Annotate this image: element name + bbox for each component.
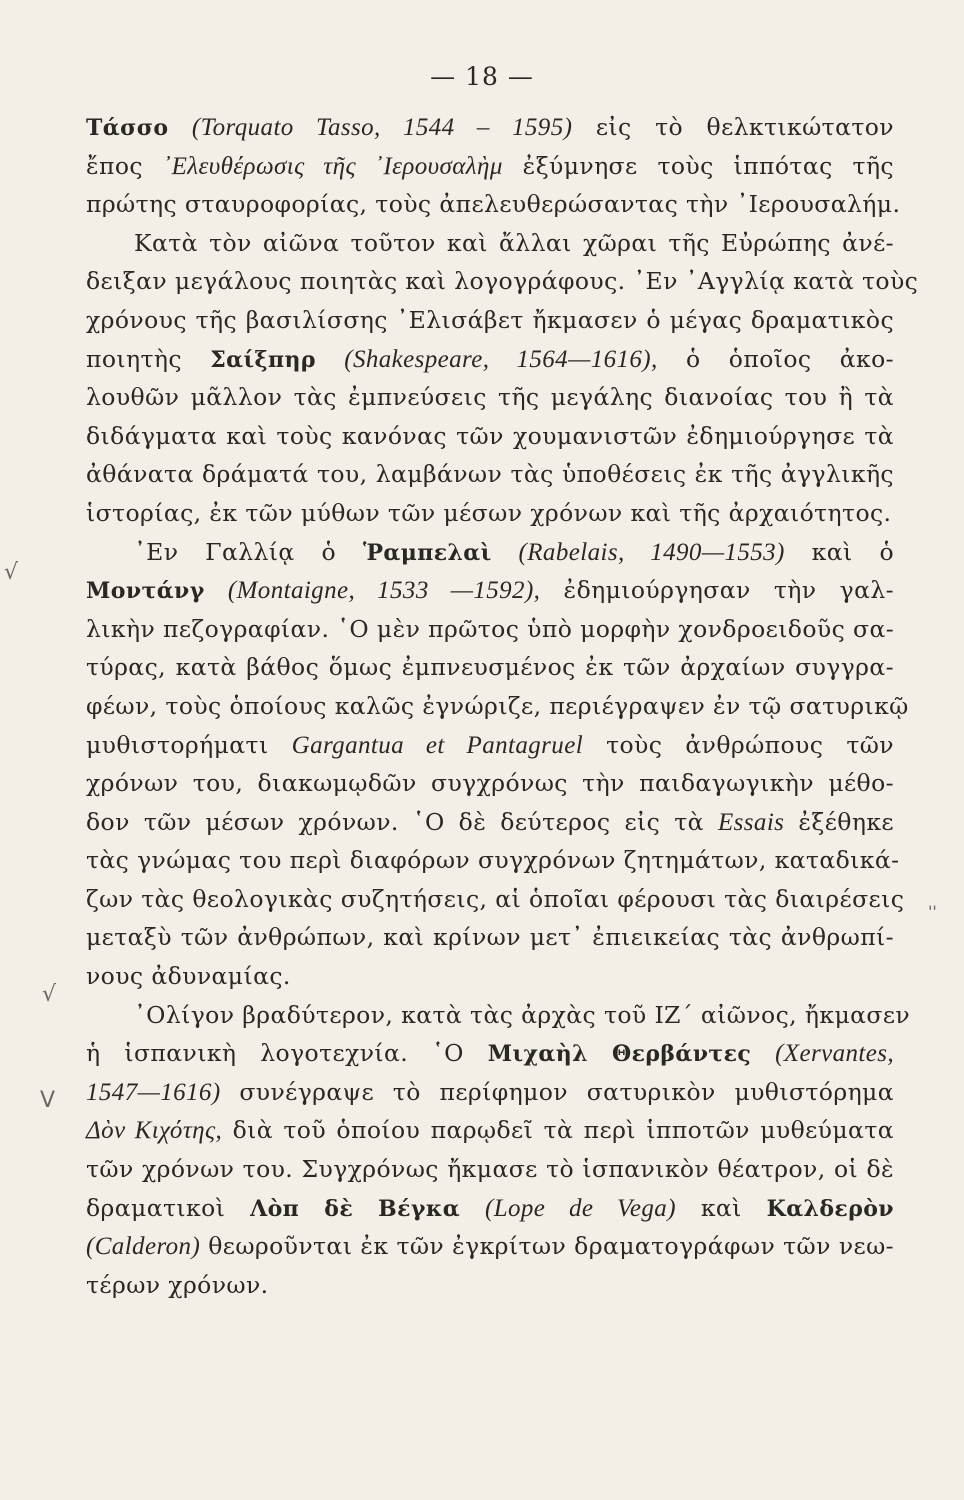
margin-quote-mark: '' [928,902,937,921]
italic-text: 1547—1616) [86,1078,221,1106]
italic-text: (Calderon) [86,1233,201,1261]
italic-text: (Torquato Tasso, 1544 – 1595) [191,114,573,141]
text-line [86,841,900,880]
margin-check-mark: √ [4,560,19,585]
text-span: πρώτης σταυροφορίας, τοὺς ἀπελευθερώσαντας τὴν ᾿Ιερουσαλήμ. [86,190,901,219]
italic-text: (Rabelais, 1490—1553) [518,538,785,566]
text-span: διδάγματα καὶ τοὺς κανόνας τῶν χουμανιστῶν ἐδημιούργησε τὰ [86,421,894,450]
text-span: καὶ ὁ [784,537,894,566]
text-line [86,918,894,957]
author-name: Σαίξπηρ [210,346,316,373]
text-span: ᾿Ολίγον βραδύτερον, κατὰ τὰς ἀρχὰς τοῦ ΙΖ´ αἰῶνος, ἤκμασεν [134,1000,911,1029]
text-span: δον τῶν μέσων χρόνων. ῾Ο δὲ δεύτερος εἰς τὰ [86,807,718,836]
italic-text: (Xervantes, [775,1040,895,1068]
text-span: συνέγραψε τὸ περίφημον σατυρικὸν μυθιστόρημα [220,1077,894,1106]
text-line [86,687,909,726]
text-span [205,576,228,604]
text-line [86,340,894,379]
text-line [86,764,894,803]
text-line [86,803,894,842]
italic-text: (Montaigne, 1533 —1592), [227,577,541,605]
text-line [86,1034,894,1073]
text-line [86,185,901,224]
text-span: τὰς γνώμας του περὶ διαφόρων συγχρόνων ζητημάτων, καταδικά- [86,846,900,875]
text-span [316,345,344,373]
text-line [86,378,894,417]
text-line [86,571,894,610]
text-span: ὁ ὁποῖος ἀκο- [657,344,894,373]
text-line [86,610,894,649]
text-span [751,1039,775,1067]
text-line [86,1111,894,1150]
text-span: λουθῶν μᾶλλον τὰς ἐμπνεύσεις τῆς μεγάλης διανοίας του ἢ τὰ [86,383,894,412]
text-line [86,262,919,301]
text-span: ἱστορίας, ἐκ τῶν μύθων τῶν μέσων χρόνων καὶ τῆς ἀρχαιότητος. [86,498,892,527]
text-span: ἐξύμνησε τοὺς ἱππότας τῆς [502,151,894,180]
text-span: χρόνων του, διακωμῳδῶν συγχρόνως τὴν παιδαγωγικὴν μέθο- [86,769,894,798]
text-span: τέρων χρόνων. [86,1270,269,1299]
text-line [86,996,911,1035]
text-span: ἡ ἱσπανικὴ λογοτεχνία. ῾Ο [86,1039,488,1068]
text-span: δραματικοὶ [86,1193,251,1222]
text-span [492,538,519,566]
text-span [168,113,192,141]
text-span: τύρας, κατὰ βάθος ὅμως ἐμπνευσμένος ἐκ τῶν ἀρχαίων συγγρα- [86,653,894,682]
text-line [86,147,894,186]
italic-text: (Lope de Vega) [484,1194,676,1222]
text-line [86,533,894,572]
text-span: δειξαν μεγάλους ποιητὰς καὶ λογογράφους. ᾿Εν ᾿Αγγλίᾳ κατὰ τοὺς [86,267,919,296]
text-span: ποιητὴς [86,344,211,373]
text-line [86,648,894,687]
margin-check-mark: V [40,1088,56,1113]
text-span: τοὺς ἀνθρώπους τῶν [583,730,894,759]
text-line [86,957,894,996]
italic-text: (Shakespeare, 1564—1616), [344,345,658,373]
text-span: λικὴν πεζογραφίαν. ῾Ο μὲν πρῶτος ὑπὸ μορφὴν χονδροειδοῦς σα- [86,614,895,643]
italic-text: Δὸν Κιχότης, [86,1117,223,1145]
text-span: ἐξέθηκε [784,807,894,836]
text-line [86,1150,894,1189]
text-line [86,1266,894,1305]
text-span: χρόνους τῆς βασιλίσσης ᾿Ελισάβετ ἤκμασεν ὁ μέγας δραματικὸς [86,305,894,334]
author-name: Μοντάνγ [86,578,205,605]
text-line [86,455,894,494]
text-line [86,301,894,340]
body-text [86,108,919,1304]
text-line [86,494,894,533]
text-line [86,1073,894,1112]
text-span: ζων τὰς θεολογικὰς συζητήσεις, αἱ ὁποῖαι φέρουσι τὰς διαιρέσεις [86,884,905,913]
author-name: Ῥαμπελαὶ [362,539,492,566]
text-span: εἰς τὸ θελκτικώτατον [572,113,894,141]
text-span: ἐδημιούργησαν τὴν γαλ- [540,576,895,605]
text-span: Κατὰ τὸν αἰῶνα τοῦτον καὶ ἄλλαι χῶραι τῆς Εὐρώπης ἀνέ- [134,228,894,257]
text-span: ἔπος [86,151,163,180]
text-line [86,108,894,147]
text-span: νους ἀδυναμίας. [86,962,291,991]
text-span: μεταξὺ τῶν ἀνθρώπων, καὶ κρίνων μετ᾿ ἐπιεικείας τὰς ἀνθρωπί- [86,923,894,952]
italic-text: Gargantua et Pantagruel [291,731,584,759]
text-line [86,726,894,765]
text-line [86,417,894,456]
text-span: φέων, τοὺς ὁποίους καλῶς ἐγνώριζε, περιέγραψεν ἐν τῷ σατυρικῷ [86,691,909,720]
author-name: Τάσσο [86,115,169,141]
text-span: διὰ τοῦ ὁποίου παρῳδεῖ τὰ περὶ ἱπποτῶν μυθεύματα [222,1116,894,1145]
text-line [86,1227,894,1266]
text-span: τῶν χρόνων του. Συγχρόνως ἤκμασε τὸ ἱσπανικὸν θέατρον, οἱ δὲ [86,1155,894,1184]
text-line [86,880,905,919]
text-line [86,1189,894,1228]
author-name: Μιχαὴλ Θερβάντες [487,1041,752,1068]
italic-text: ᾿Ελευθέρωσις τῆς ᾿Ιερουσαλὴμ [162,152,503,180]
text-span: ἀθάνατα δράματά του, λαμβάνων τὰς ὑποθέσεις ἐκ τῆς ἀγγλικῆς [86,460,894,489]
text-span: θεωροῦνται ἐκ τῶν ἐγκρίτων δραματογράφων τῶν νεω- [200,1232,894,1261]
author-name: Λὸπ δὲ Βέγκα [250,1195,461,1222]
italic-text: Essais [718,808,785,836]
text-span: μυθιστορήματι [86,730,292,759]
page-number: — 18 — [430,62,534,91]
text-span: καὶ [675,1193,767,1222]
author-name: Καλδερὸν [766,1195,894,1222]
text-line [86,224,894,263]
text-span [460,1194,485,1222]
text-span: ᾿Εν Γαλλίᾳ ὁ [134,537,363,566]
margin-check-mark: √ [42,982,57,1007]
